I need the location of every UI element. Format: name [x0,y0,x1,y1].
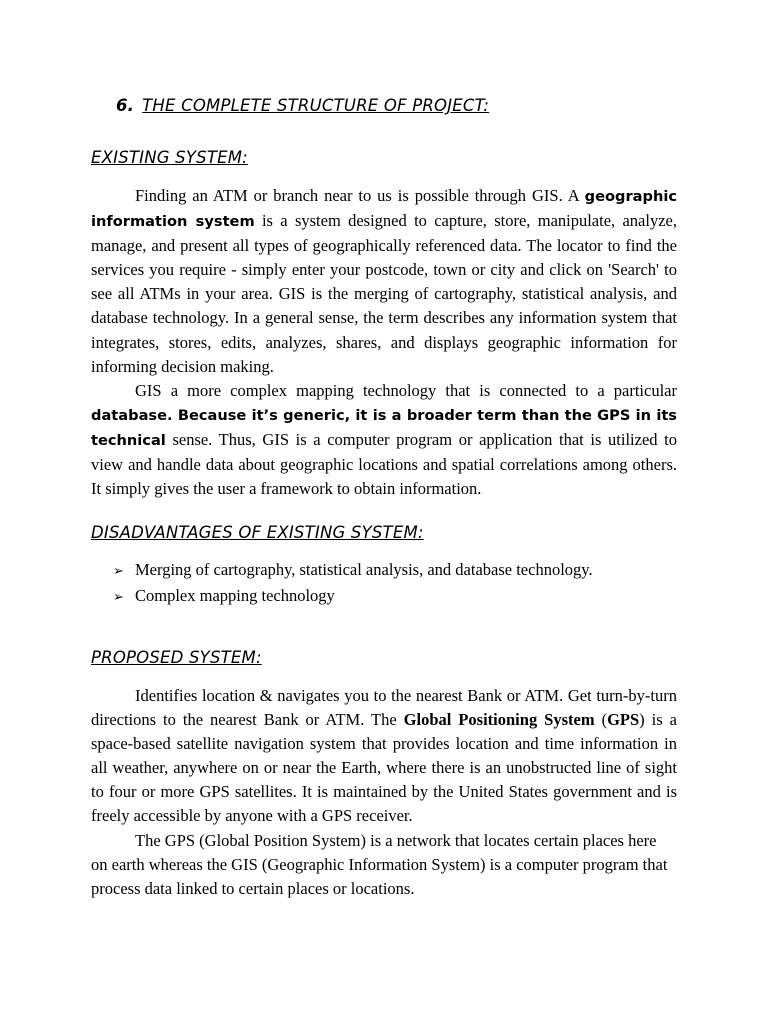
existing-system-paragraph-1 [91,184,677,379]
bold-text-run: database. Because it’s generic, it is a broader term than the GPS in its technical [91,406,677,449]
arrow-bullet-icon: ➢ [113,564,124,579]
disadvantages-list [113,558,593,610]
proposed-system-body [91,684,677,901]
text-run: ) is a space-based satellite navigation system that provides location and time information in all weather, anywhere on or near the Earth, where there is an unobstructed line of sight to four or more GPS satellites. It is maintained by the United States government and is freely accessible by anyone with a GPS receiver. [91,710,677,826]
existing-system-body [91,184,677,501]
proposed-system-paragraph-1 [91,684,677,829]
list-item [113,558,593,584]
proposed-system-heading: PROPOSED SYSTEM: [91,648,262,667]
text-run: Finding an ATM or branch near to us is possible through GIS. A [135,186,585,205]
proposed-system-paragraph-2: The GPS (Global Position System) is a network that locates certain places here on earth whereas the GIS (Geographic Information System) is a computer program that process data linked to certain places or locations. [91,830,668,898]
existing-system-heading: EXISTING SYSTEM: [91,148,248,167]
text-run: ( [594,710,608,730]
heading-number: 6. [116,96,135,115]
bold-term-gps: Global Positioning System [403,710,595,730]
list-item [113,584,593,610]
main-heading [116,96,489,115]
existing-system-paragraph-2 [91,379,677,501]
disadvantages-heading: DISADVANTAGES OF EXISTING SYSTEM: [91,523,424,542]
text-run: GIS a more complex mapping technology that is connected to a particular [135,380,677,400]
bold-term-gis: geographic information system [91,188,677,231]
arrow-bullet-icon: ➢ [113,590,124,605]
heading-text: THE COMPLETE STRUCTURE OF PROJECT: [142,96,490,115]
list-item-text: Merging of cartography, statistical analysis, and database technology. [135,560,593,579]
list-item-text: Complex mapping technology [135,586,335,605]
bold-term-gps-abbr: GPS [607,710,640,730]
text-run: Identifies location & navigates you to the nearest Bank or ATM. Get turn-by-turn directions to the nearest Bank or ATM. The [91,686,677,730]
text-run: sense. Thus, GIS is a computer program or application that is utilized to view and handle data about geographic locations and spatial correlations among others. It simply gives the user a framework to obtain information. [91,429,677,499]
text-run: is a system designed to capture, store, manipulate, analyze, manage, and present all types of geographically referenced data. The locator to find the services you require - simply enter your postcode, town or city and click on 'Search' to see all ATMs in your area. GIS is the merging of cartography, statistical analysis, and database technology. In a general sense, the term describes any information system that integrates, stores, edits, analyzes, shares, and displays geographic information for informing decision making. [91,211,677,376]
